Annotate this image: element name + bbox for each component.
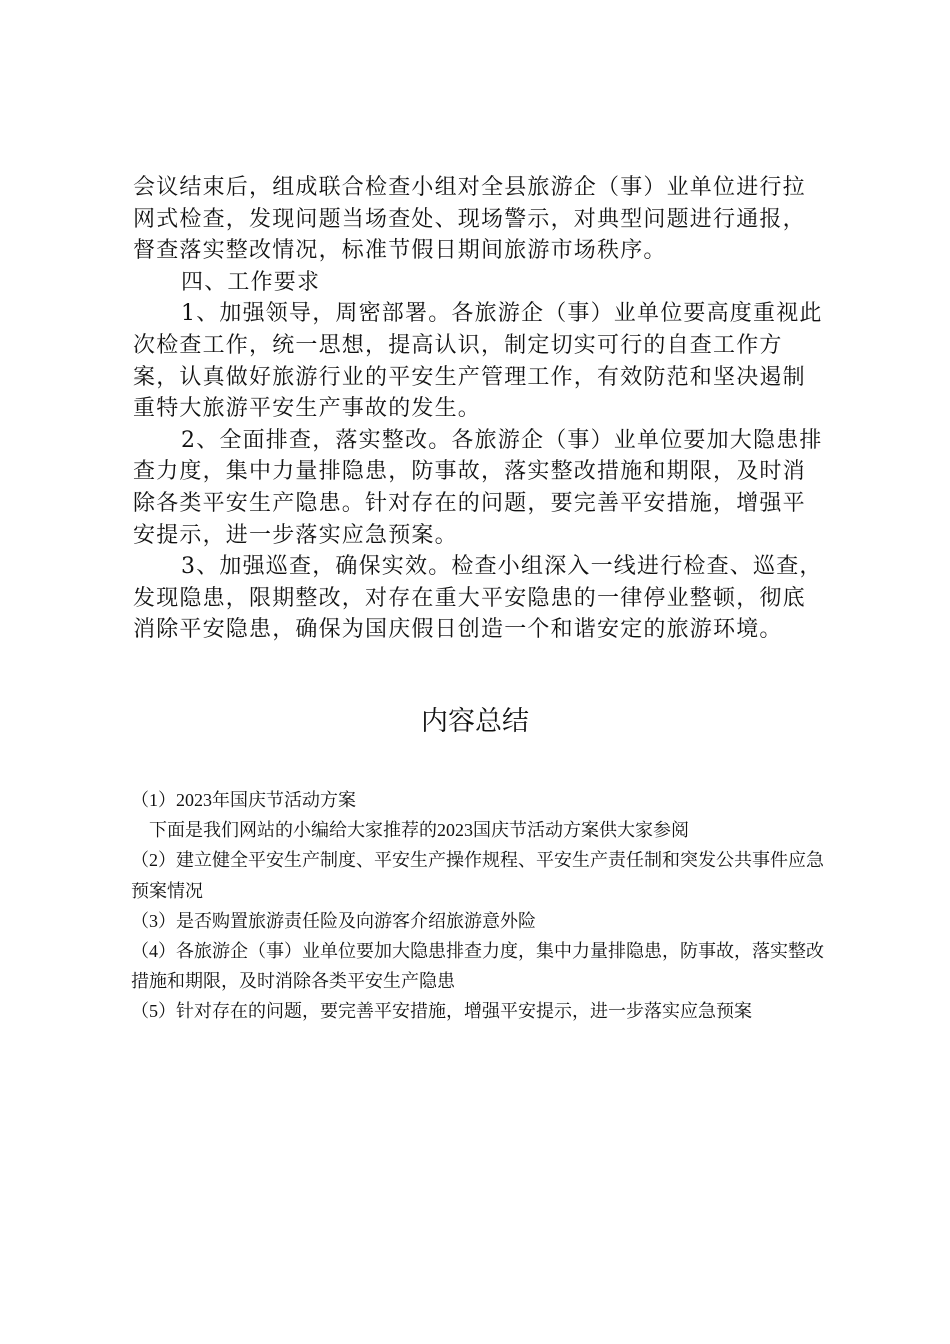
requirement-2: 2、全面排查，落实整改。各旅游企（事）业单位要加大隐患排查力度，集中力量排隐患，防事故，落实整改措施和期限，及时消除各类平安生产隐患。针对存在的问题，要完善平安措施，增强平安提示，进一步落实应急预案。 (133, 427, 823, 548)
requirement-3: 3、加强巡查，确保实效。检查小组深入一线进行检查、巡查，发现隐患，限期整改，对存在重大平安隐患的一律停业整顿，彻底消除平安隐患，确保为国庆假日创造一个和谐安定的旅游环境。 (133, 554, 823, 643)
summary-item-3: （3）是否购置旅游责任险及向游客介绍旅游意外险 (131, 910, 536, 931)
summary-list (131, 785, 831, 1027)
summary-item-5: （5）针对存在的问题，要完善平安措施，增强平安提示，进一步落实应急预案 (131, 1001, 752, 1022)
summary-item-1: （1）2023年国庆节活动方案 (131, 790, 356, 810)
summary-title: 内容总结 (421, 706, 529, 737)
requirement-1: 1、加强领导，周密部署。各旅游企（事）业单位要高度重视此次检查工作，统一思想，提高认识，制定切实可行的自查工作方案，认真做好旅游行业的平安生产管理工作，有效防范和坚决遏制重特大旅游平安生产事故的发生。 (133, 301, 823, 422)
document-body (133, 172, 823, 646)
summary-item-2: （2）建立健全平安生产制度、平安生产操作规程、平安生产责任制和突发公共事件应急预案情况 (131, 850, 824, 901)
section-heading-requirements: 四、工作要求 (181, 269, 321, 295)
paragraph-inspection: 会议结束后，组成联合检查小组对全县旅游企（事）业单位进行拉网式检查，发现问题当场查处、现场警示，对典型问题进行通报，督查落实整改情况，标准节假日期间旅游市场秩序。 (133, 175, 806, 264)
summary-intro: 下面是我们网站的小编给大家推荐的2023国庆节活动方案供大家参阅 (149, 820, 689, 841)
summary-item-4: （4）各旅游企（事）业单位要加大隐患排查力度，集中力量排隐患，防事故，落实整改措施和期限，及时消除各类平安生产隐患 (131, 941, 824, 992)
